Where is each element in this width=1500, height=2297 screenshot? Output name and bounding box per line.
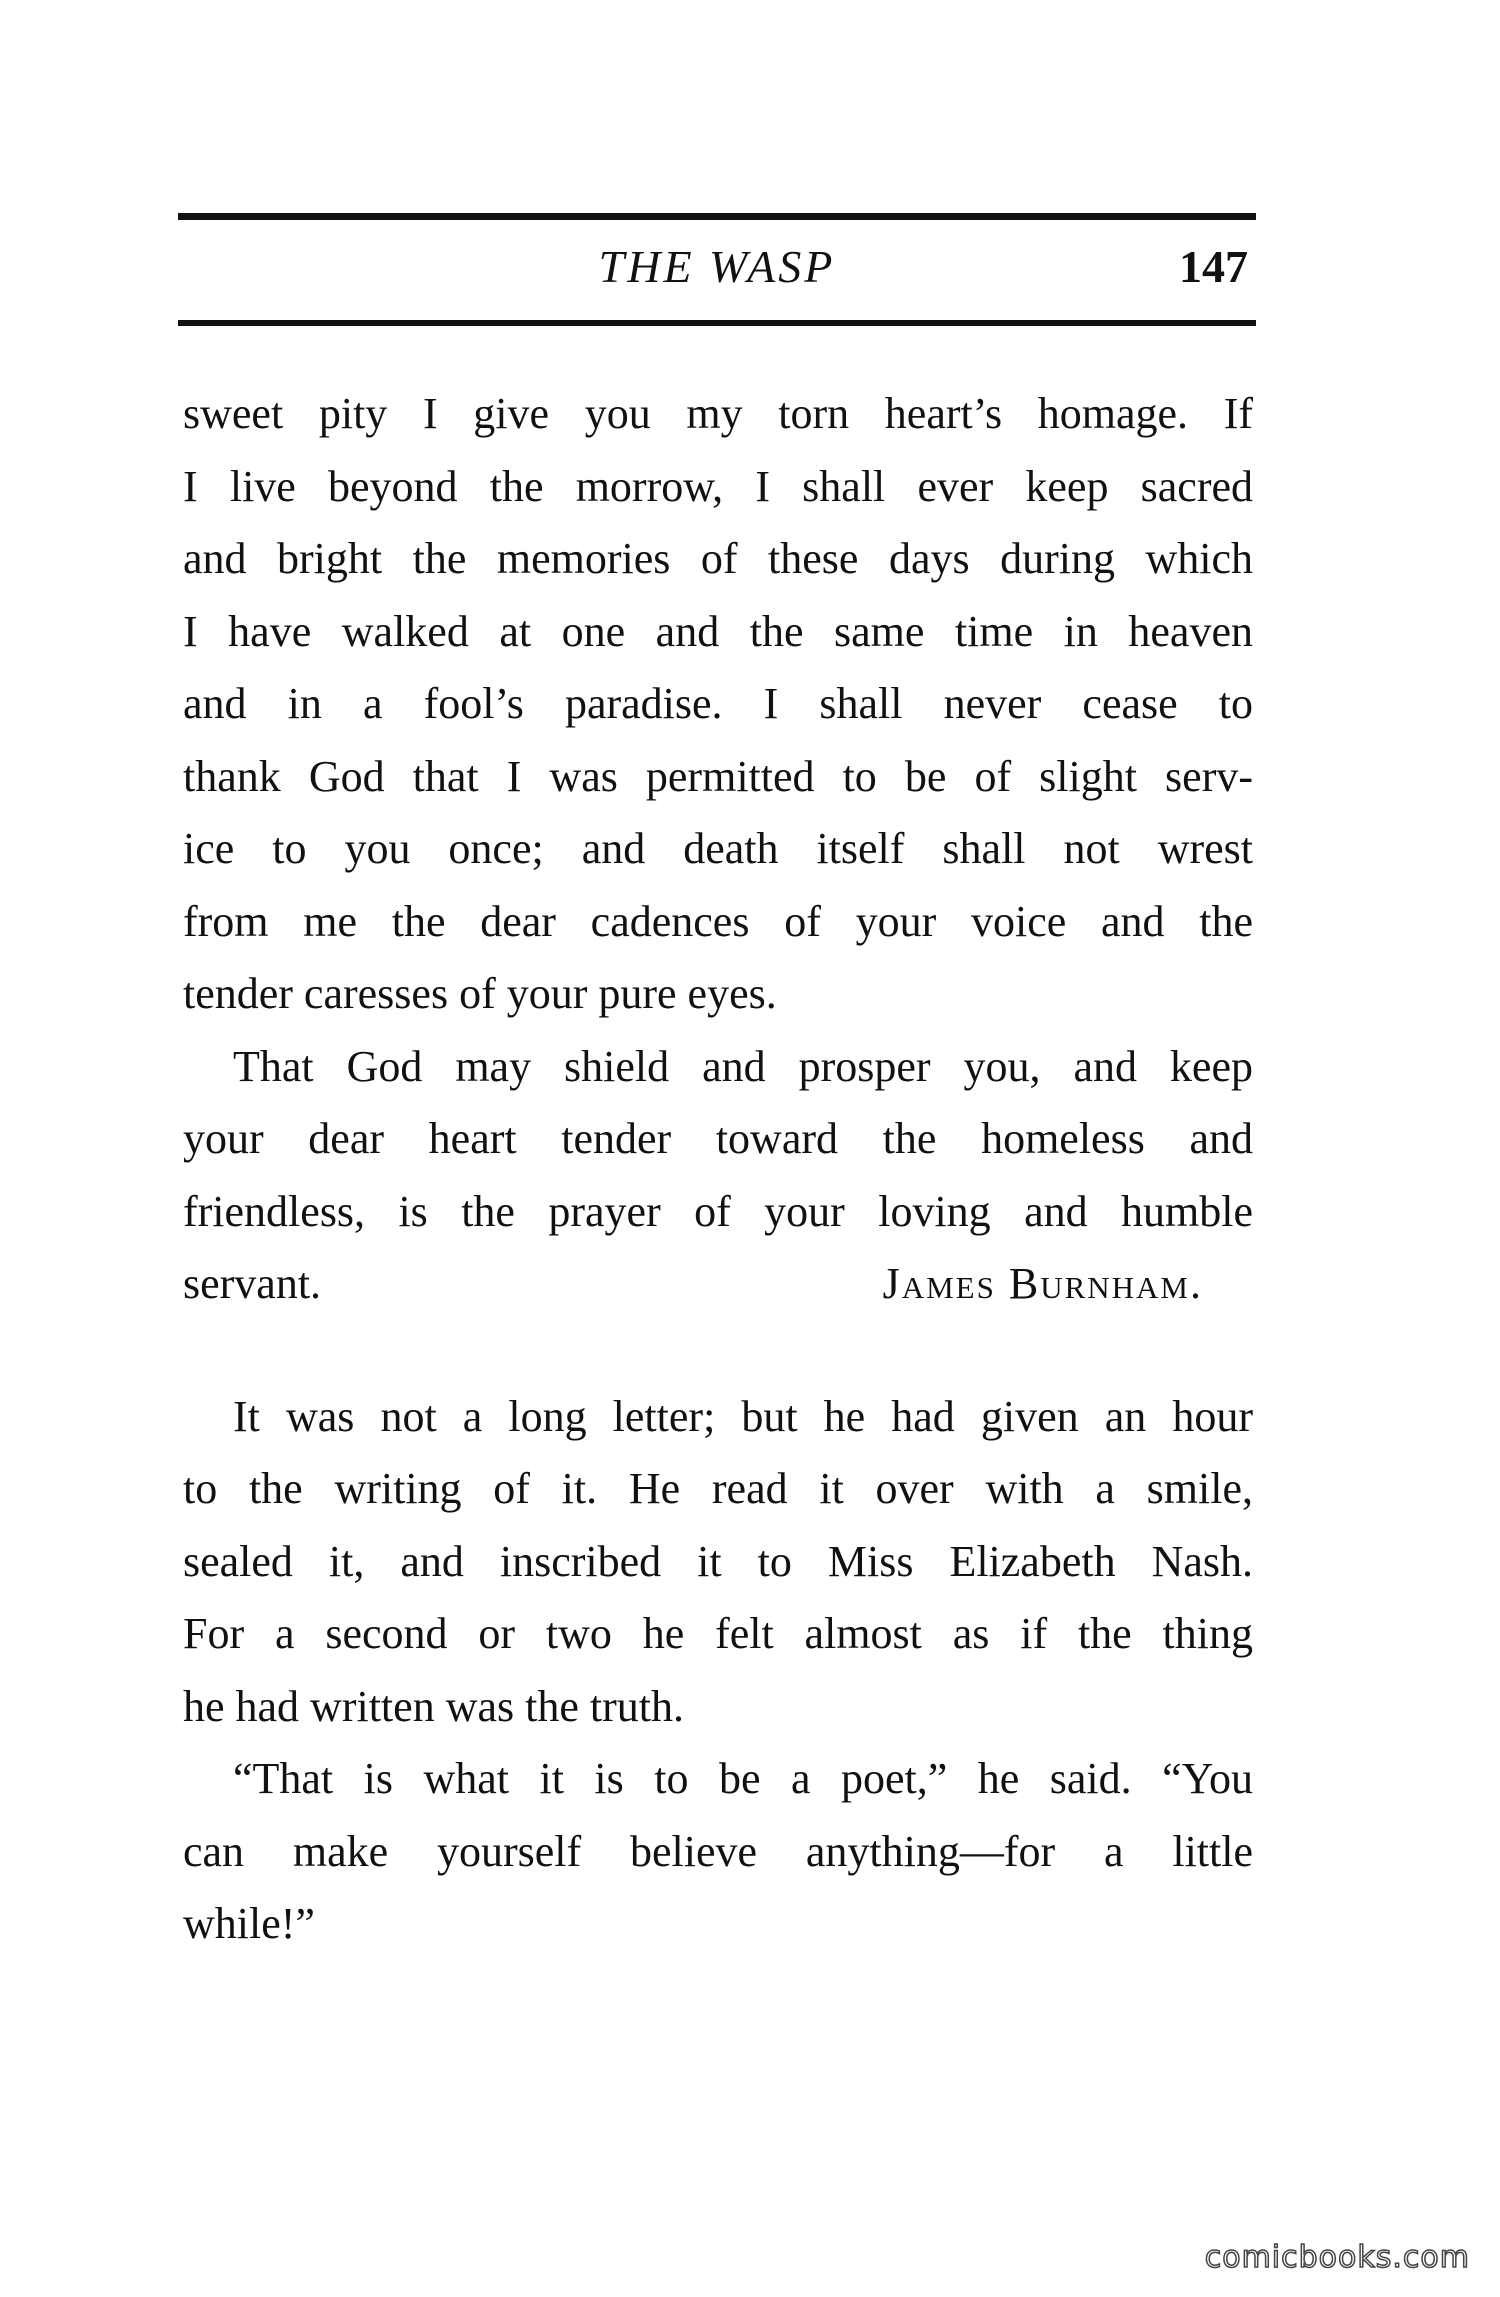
text-line: sealed it, and inscribed it to Miss Elizabeth Nash.: [183, 1536, 1253, 1586]
text-line: That God may shield and prosper you, and keep: [233, 1041, 1253, 1091]
closing-line: [183, 1248, 1253, 1321]
running-head: [178, 240, 1256, 300]
text-line: friendless, is the prayer of your loving and humble: [183, 1186, 1253, 1236]
page-body: [183, 378, 1253, 1961]
text-line: sweet pity I give you my torn heart’s homage. If: [183, 389, 1253, 438]
narrative-paragraph-2: [183, 1743, 1253, 1961]
site-watermark: comicbooks.com: [1204, 2240, 1470, 2275]
page-number: 147: [1179, 241, 1248, 292]
letter-paragraph-2: [183, 1031, 1253, 1321]
closing-word: servant.: [183, 1259, 322, 1308]
text-line: ice to you once; and death itself shall not wrest: [183, 824, 1253, 873]
signature: James Burnham.: [882, 1259, 1203, 1308]
narrative-paragraph-1: [183, 1381, 1253, 1744]
text-line: I have walked at one and the same time in heaven: [183, 606, 1253, 656]
text-line: thank God that I was permitted to be of slight serv-: [183, 751, 1253, 801]
text-line: your dear heart tender toward the homeless and: [183, 1114, 1253, 1163]
text-line: while!”: [183, 1899, 315, 1948]
text-line: It was not a long letter; but he had given an hour: [233, 1391, 1253, 1441]
text-line: and in a fool’s paradise. I shall never cease to: [183, 679, 1253, 728]
text-line: from me the dear cadences of your voice and the: [183, 896, 1253, 946]
text-line: he had written was the truth.: [183, 1681, 684, 1731]
text-line: “That is what it is to be a poet,” he said. “You: [233, 1754, 1253, 1803]
text-line: can make yourself believe anything—for a little: [183, 1826, 1253, 1876]
letter-paragraph-1: [183, 378, 1253, 1031]
text-line: For a second or two he felt almost as if the thing: [183, 1609, 1253, 1658]
text-line: tender caresses of your pure eyes.: [183, 969, 777, 1018]
text-line: to the writing of it. He read it over with a smile,: [183, 1464, 1253, 1513]
text-line: I live beyond the morrow, I shall ever keep sacred: [183, 461, 1253, 511]
header-top-rule: [178, 213, 1256, 220]
header-bottom-rule: [178, 320, 1256, 326]
section-gap: [183, 1321, 1253, 1381]
text-line: and bright the memories of these days during which: [183, 534, 1253, 583]
running-title: THE WASP: [598, 241, 836, 292]
